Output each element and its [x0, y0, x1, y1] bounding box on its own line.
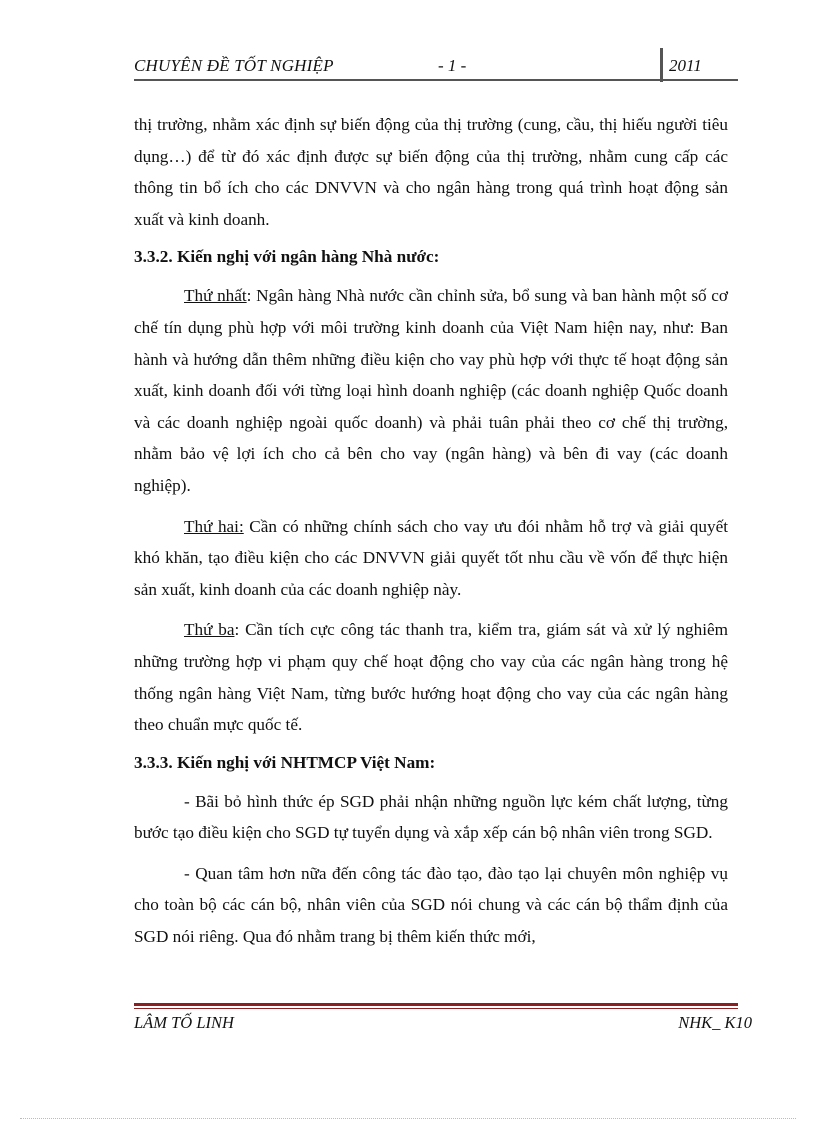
page-bottom-border — [20, 1118, 796, 1119]
page-header — [134, 48, 738, 82]
paragraph-first-recommendation — [134, 280, 728, 501]
header-rule — [134, 79, 738, 81]
header-divider-vertical — [660, 48, 663, 82]
footer-author: LÂM TỐ LINH — [134, 1013, 234, 1032]
document-body — [134, 109, 728, 962]
paragraph-bullet-recruitment: - Bãi bỏ hình thức ép SGD phải nhận những nguồn lực kém chất lượng, từng bước tạo điều kiện cho SGD tự tuyển dụng và xắp xếp cán bộ nhân viên trong SGD. — [134, 791, 728, 843]
paragraph-market-analysis: thị trường, nhằm xác định sự biến động của thị trường (cung, cầu, thị hiếu người tiêu dụng…) để từ đó xác định được sự biến động của thị trường, nhằm cung cấp các thông tin bổ ích cho các DNVVN và cho ngân hàng trong quá trình hoạt động sản xuất và kinh doanh. — [134, 115, 728, 229]
header-title: CHUYÊN ĐỀ TỐT NGHIỆP — [134, 56, 334, 75]
page-number: - 1 - — [438, 56, 467, 75]
paragraph-bullet-training: - Quan tâm hơn nữa đến công tác đào tạo, đào tạo lại chuyên môn nghiệp vụ cho toàn bộ các cán bộ, nhân viên của SGD nói chung và các cán bộ thẩm định của SGD nói riêng. Qua đó nhằm trang bị thêm kiến thức mới, — [134, 863, 728, 947]
text-first: : Ngân hàng Nhà nước cần chỉnh sửa, bổ sung và ban hành một số cơ chế tín dụng phù hợp với môi trường kinh doanh của Việt Nam hiện nay, như: Ban hành và hướng dẫn thêm những điều kiện cho vay phù hợp với thực tế hoạt động sản xuất, kinh doanh đối với từng loại hình doanh nghiệp (các doanh nghiệp Quốc doanh và các doanh nghiệp ngoài quốc doanh) và phải tuân phải theo cơ chế thị trường, nhằm bảo vệ lợi ích cho cả bên cho vay (ngân hàng) và bên đi vay (các doanh nghiệp). — [134, 286, 728, 495]
label-first: Thứ nhất — [184, 286, 247, 306]
section-heading-3-3-2: 3.3.2. Kiến nghị với ngân hàng Nhà nước: — [134, 247, 440, 267]
paragraph-second-recommendation — [134, 511, 728, 606]
footer-class: NHK_ K10 — [678, 1013, 752, 1032]
footer-rule-thin — [134, 1008, 738, 1009]
label-second: Thứ hai: — [184, 516, 244, 536]
footer-rule-thick — [134, 1003, 738, 1006]
header-year: 2011 — [669, 56, 702, 75]
label-third: Thứ ba — [184, 620, 235, 640]
paragraph-third-recommendation — [134, 614, 728, 740]
section-heading-3-3-3: 3.3.3. Kiến nghị với NHTMCP Việt Nam: — [134, 752, 436, 772]
text-third: : Cần tích cực công tác thanh tra, kiểm tra, giám sát và xử lý nghiêm những trường hợp vi phạm quy chế hoạt động cho vay của các ngân hàng trong hệ thống ngân hàng Việt Nam, từng bước hướng hoạt động cho vay của các ngân hàng theo chuẩn mực quốc tế. — [134, 620, 728, 735]
text-second: Cần có những chính sách cho vay ưu đói nhằm hỗ trợ và giải quyết khó khăn, tạo điều kiện cho các DNVVN giải quyết tốt nhu cầu về vốn để thực hiện sản xuất, kinh doanh của các doanh nghiệp này. — [134, 516, 728, 599]
